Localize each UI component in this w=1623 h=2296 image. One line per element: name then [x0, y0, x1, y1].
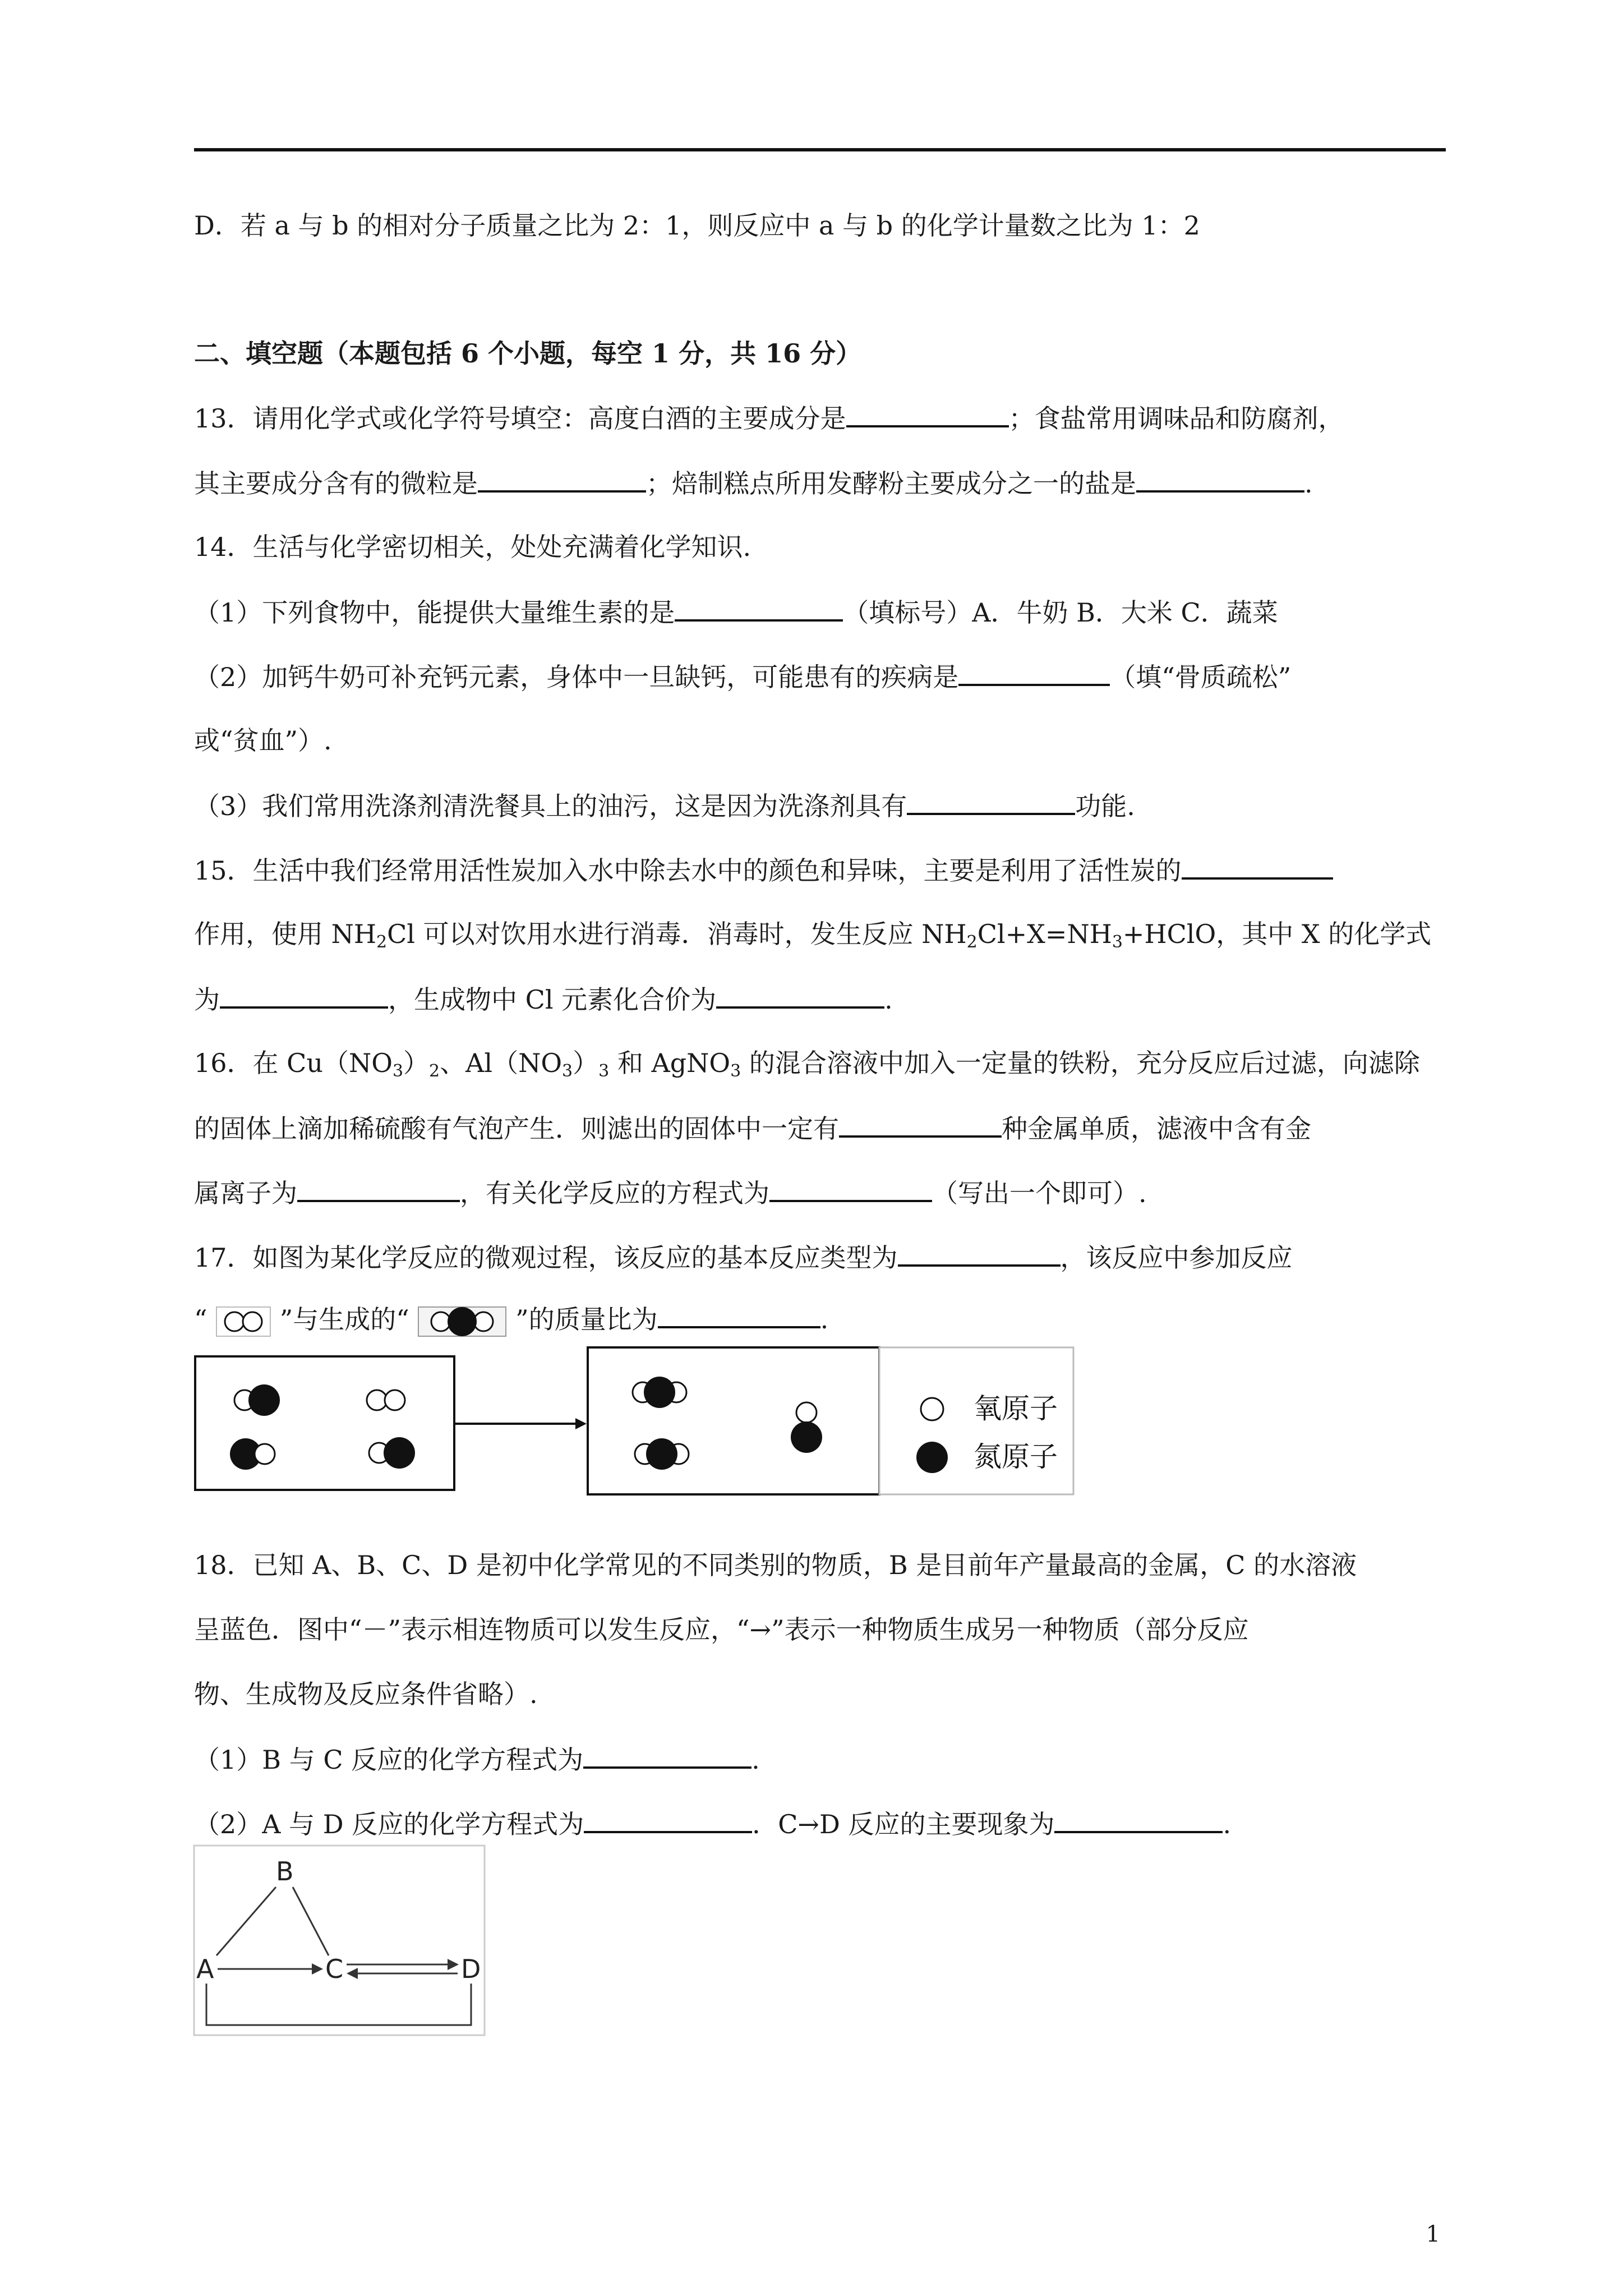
node-c: C — [325, 1954, 344, 1984]
section-title: 二、填空题（本题包括 6 个小题，每空 1 分，共 16 分） — [194, 338, 862, 369]
q13-text2: ；食盐常用调味品和防腐剂， — [1008, 403, 1344, 434]
q16-l2b: 种金属单质，滤液中含有金 — [1002, 1114, 1311, 1144]
q15-l2d: +HClO，其中 X 的化学式 — [1122, 919, 1432, 949]
q14-s1b: （填标号）A．牛奶 B．大米 C．蔬菜 — [843, 597, 1278, 628]
subscript: 2 — [966, 932, 978, 952]
q16-l2a: 的固体上滴加稀硫酸有气泡产生．则滤出的固体中一定有 — [194, 1114, 839, 1144]
q14-s3b: 功能. — [1075, 791, 1135, 821]
page-number: 1 — [1426, 2221, 1440, 2247]
q18-line2: 呈蓝色．图中“－”表示相连物质可以发生反应，“→”表示一种物质生成另一种物质（部分反应 — [194, 1614, 1249, 1645]
diagram-frame — [194, 1846, 485, 2035]
q15-l2b: Cl 可以对饮用水进行消毒．消毒时，发生反应 NH — [387, 919, 967, 949]
q16-l1d: ） — [573, 1048, 599, 1078]
q15-l3b: ，生成物中 Cl 元素化合价为 — [388, 984, 717, 1015]
q16-l3c: （写出一个即可）. — [932, 1178, 1147, 1208]
oxygen-molecule-icon — [215, 1306, 271, 1337]
q17-l2b: ”与生成的“ — [279, 1304, 409, 1335]
q13-text3: 其主要成分含有的微粒是 — [194, 468, 478, 499]
q17-line2 — [194, 1301, 828, 1337]
q14-s3a: （3）我们常用洗涤剂清洗餐具上的油污，这是因为洗涤剂具有 — [194, 791, 907, 821]
q18-sub2 — [194, 1806, 1231, 1841]
q15-l3a: 为 — [194, 984, 220, 1015]
q14-sub1 — [194, 595, 1278, 629]
q15-l3c: . — [884, 984, 893, 1015]
answer-blank[interactable] — [1136, 466, 1304, 493]
answer-blank[interactable] — [220, 982, 388, 1009]
answer-blank[interactable] — [658, 1301, 820, 1328]
answer-blank[interactable] — [297, 1175, 460, 1202]
q17-l2c: ”的质量比为 — [515, 1304, 658, 1335]
q16-l3a: 属离子为 — [194, 1178, 297, 1208]
q13-text4: ；焙制糕点所用发酵粉主要成分之一的盐是 — [646, 468, 1136, 499]
q17-l2d: . — [820, 1304, 829, 1335]
answer-blank[interactable] — [583, 1742, 751, 1769]
subscript: 3 — [392, 1061, 404, 1081]
subscript: 3 — [562, 1061, 573, 1081]
answer-blank[interactable] — [769, 1175, 932, 1202]
q14-sub2 — [194, 659, 1291, 694]
answer-blank[interactable] — [1054, 1806, 1223, 1833]
q17-l2a: “ — [194, 1304, 208, 1335]
q17-line1 — [194, 1240, 1293, 1274]
reaction-arrow — [455, 1418, 587, 1429]
q14-s1a: （1）下列食物中，能提供大量维生素的是 — [194, 597, 675, 628]
oxygen-atom-icon — [921, 1398, 943, 1420]
reactants-box — [195, 1356, 454, 1490]
subscript: 3 — [598, 1061, 610, 1081]
q13-text5: . — [1304, 468, 1313, 499]
q18-s1a: （1）B 与 C 反应的化学方程式为 — [194, 1745, 584, 1775]
q14-sub3 — [194, 788, 1135, 823]
q15-l1: 15．生活中我们经常用活性炭加入水中除去水中的颜色和异味，主要是利用了活性炭的 — [194, 855, 1182, 886]
q13-text1: 13．请用化学式或化学符号填空：高度白酒的主要成分是 — [194, 403, 846, 434]
q15-line1 — [194, 853, 1333, 887]
q16-line3 — [194, 1175, 1147, 1210]
products-box — [588, 1347, 879, 1494]
q16-l1e: 和 AgNO — [609, 1048, 731, 1078]
q18-s2a: （2）A 与 D 反应的化学方程式为 — [194, 1809, 584, 1839]
q14-s2b: （填“骨质疏松” — [1110, 662, 1292, 692]
node-d: D — [461, 1954, 481, 1984]
answer-blank[interactable] — [907, 788, 1075, 815]
q18-s1b: . — [751, 1745, 760, 1775]
q16-l3b: ，有关化学反应的方程式为 — [460, 1178, 769, 1208]
answer-blank[interactable] — [898, 1240, 1061, 1267]
q18-line1: 18．已知 A、B、C、D 是初中化学常见的不同类别的物质，B 是目前年产量最高的金属，C 的水溶液 — [194, 1550, 1357, 1580]
subscript: 2 — [429, 1061, 440, 1081]
subscript: 3 — [730, 1061, 741, 1081]
q14-s2a: （2）加钙牛奶可补充钙元素，身体中一旦缺钙，可能患有的疾病是 — [194, 662, 959, 692]
q18-line3: 物、生成物及反应条件省略）. — [194, 1679, 538, 1709]
answer-blank[interactable] — [584, 1806, 752, 1833]
q13-line1 — [194, 401, 1344, 435]
q16-l1b: ） — [403, 1048, 430, 1078]
reaction-micro-diagram — [194, 1346, 1075, 1498]
q16-l1a: 16．在 Cu（NO — [194, 1048, 393, 1078]
subscript: 2 — [376, 932, 388, 952]
q16-line1 — [194, 1046, 1420, 1088]
answer-blank[interactable] — [675, 595, 843, 622]
legend-oxygen-label: 氧原子 — [974, 1392, 1058, 1425]
nitrogen-atom-icon — [916, 1442, 948, 1473]
node-a: A — [196, 1954, 214, 1984]
q12-option-d: D．若 a 与 b 的相对分子质量之比为 2：1，则反应中 a 与 b 的化学计量数之比为 1：2 — [194, 210, 1200, 241]
no2-molecule-icon — [417, 1306, 507, 1337]
q18-s2c: . — [1223, 1809, 1232, 1839]
substance-relationship-diagram — [194, 1846, 486, 2036]
q14-sub2-cont: 或“贫血”）. — [194, 725, 332, 756]
q15-l2c: Cl+X=NH — [977, 919, 1112, 949]
subscript: 3 — [1112, 932, 1123, 952]
answer-blank[interactable] — [958, 659, 1110, 686]
q13-line2 — [194, 466, 1313, 500]
answer-blank[interactable] — [716, 982, 884, 1009]
header-rule — [194, 148, 1446, 151]
q16-l1f: 的混合溶液中加入一定量的铁粉，充分反应后过滤，向滤除 — [741, 1048, 1420, 1078]
q18-s2b: ．C→D 反应的主要现象为 — [752, 1809, 1055, 1839]
answer-blank[interactable] — [1182, 853, 1333, 880]
answer-blank[interactable] — [478, 466, 646, 493]
q16-line2 — [194, 1111, 1311, 1145]
q18-sub1 — [194, 1742, 760, 1777]
q17-l1b: ，该反应中参加反应 — [1060, 1243, 1293, 1273]
q15-line2 — [194, 917, 1431, 959]
node-b: B — [276, 1856, 294, 1887]
q15-l2a: 作用，使用 NH — [194, 919, 376, 949]
q17-l1a: 17．如图为某化学反应的微观过程，该反应的基本反应类型为 — [194, 1243, 898, 1273]
answer-blank[interactable] — [839, 1111, 1002, 1138]
q14-stem: 14．生活与化学密切相关，处处充满着化学知识. — [194, 532, 751, 562]
q15-line3 — [194, 982, 893, 1016]
q16-l1c: 、Al（NO — [440, 1048, 562, 1078]
answer-blank[interactable] — [846, 401, 1009, 427]
legend-nitrogen-label: 氮原子 — [974, 1441, 1058, 1473]
